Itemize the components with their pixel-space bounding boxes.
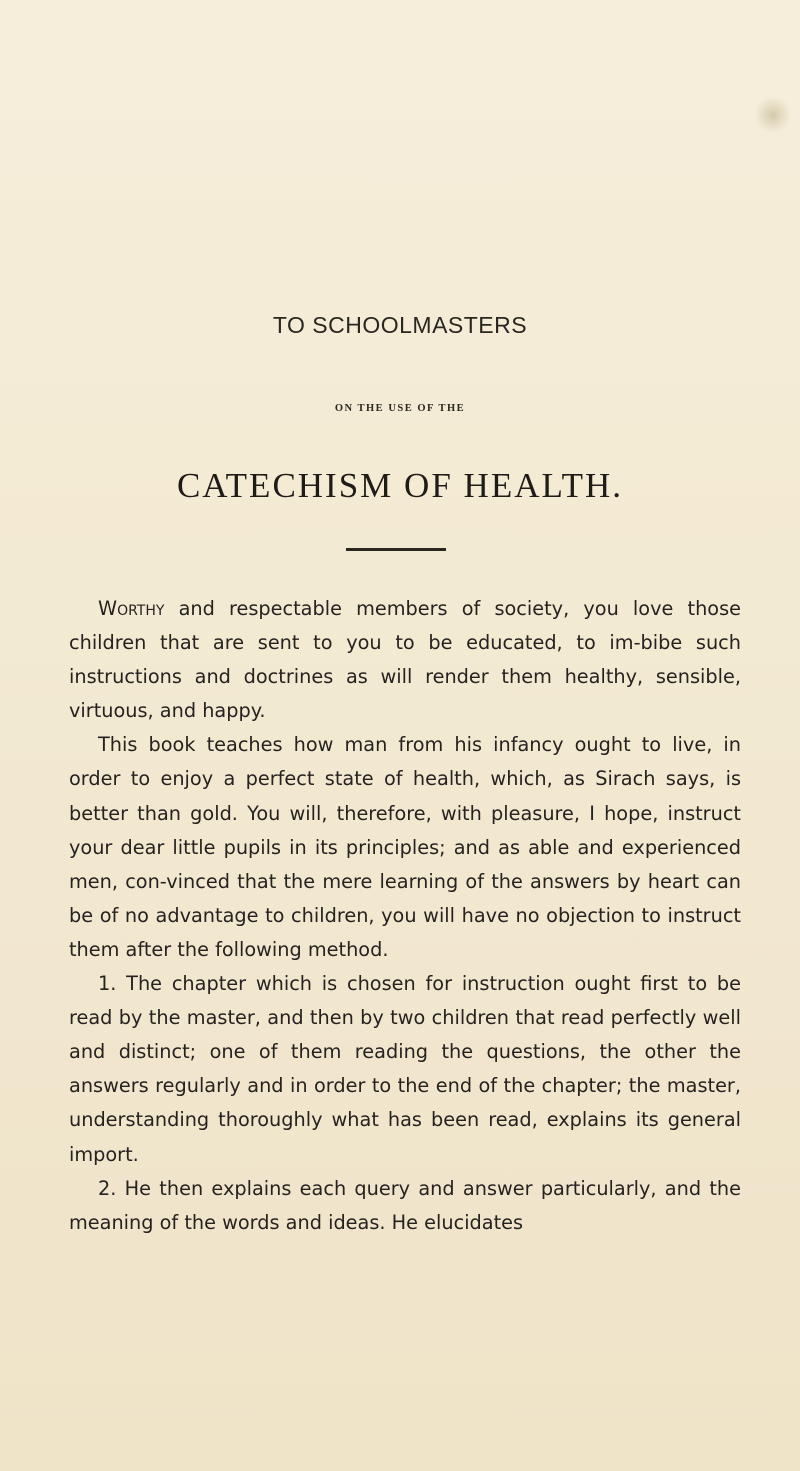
divider-rule bbox=[346, 548, 446, 551]
paragraph: 1. The chapter which is chosen for instruction ought first to be read by the master, and then by two children that read perfectly well and distinct; one of them reading the questions, the other the answers regularly and in order to the end of the chapter; the master, understanding thoroughly what has been read, explains its general import. bbox=[69, 972, 741, 1166]
paragraph bbox=[69, 592, 741, 728]
paragraph: 2. He then explains each query and answer particularly, and the meaning of the words and ideas. He elucidates bbox=[69, 1176, 741, 1234]
page-stain bbox=[756, 95, 790, 135]
paragraph: This book teaches how man from his infancy ought to live, in order to enjoy a perfect state of health, which, as Sirach says, is better than gold. You will, therefore, with pleasure, I hope, instruct your dear little pupils in its principles; and as able and experienced men, con-vinced that the mere learning of the answers by heart can be of no advantage to children, you will have no objection to instruct them after the following method. bbox=[69, 733, 741, 961]
paragraph-lead-word: Worthy bbox=[98, 597, 165, 620]
body-text bbox=[69, 592, 741, 1240]
page-main-title: CATECHISM OF HEALTH. bbox=[176, 466, 624, 505]
page-subheading: ON THE USE OF THE bbox=[334, 403, 466, 414]
paragraph-text: and respectable members of society, you love those children that are sent to you to be educated, to im-bibe such instructions and doctrines as will render them healthy, sensible, virtuous, and happy. bbox=[69, 597, 741, 723]
page-heading: TO SCHOOLMASTERS bbox=[272, 312, 528, 338]
